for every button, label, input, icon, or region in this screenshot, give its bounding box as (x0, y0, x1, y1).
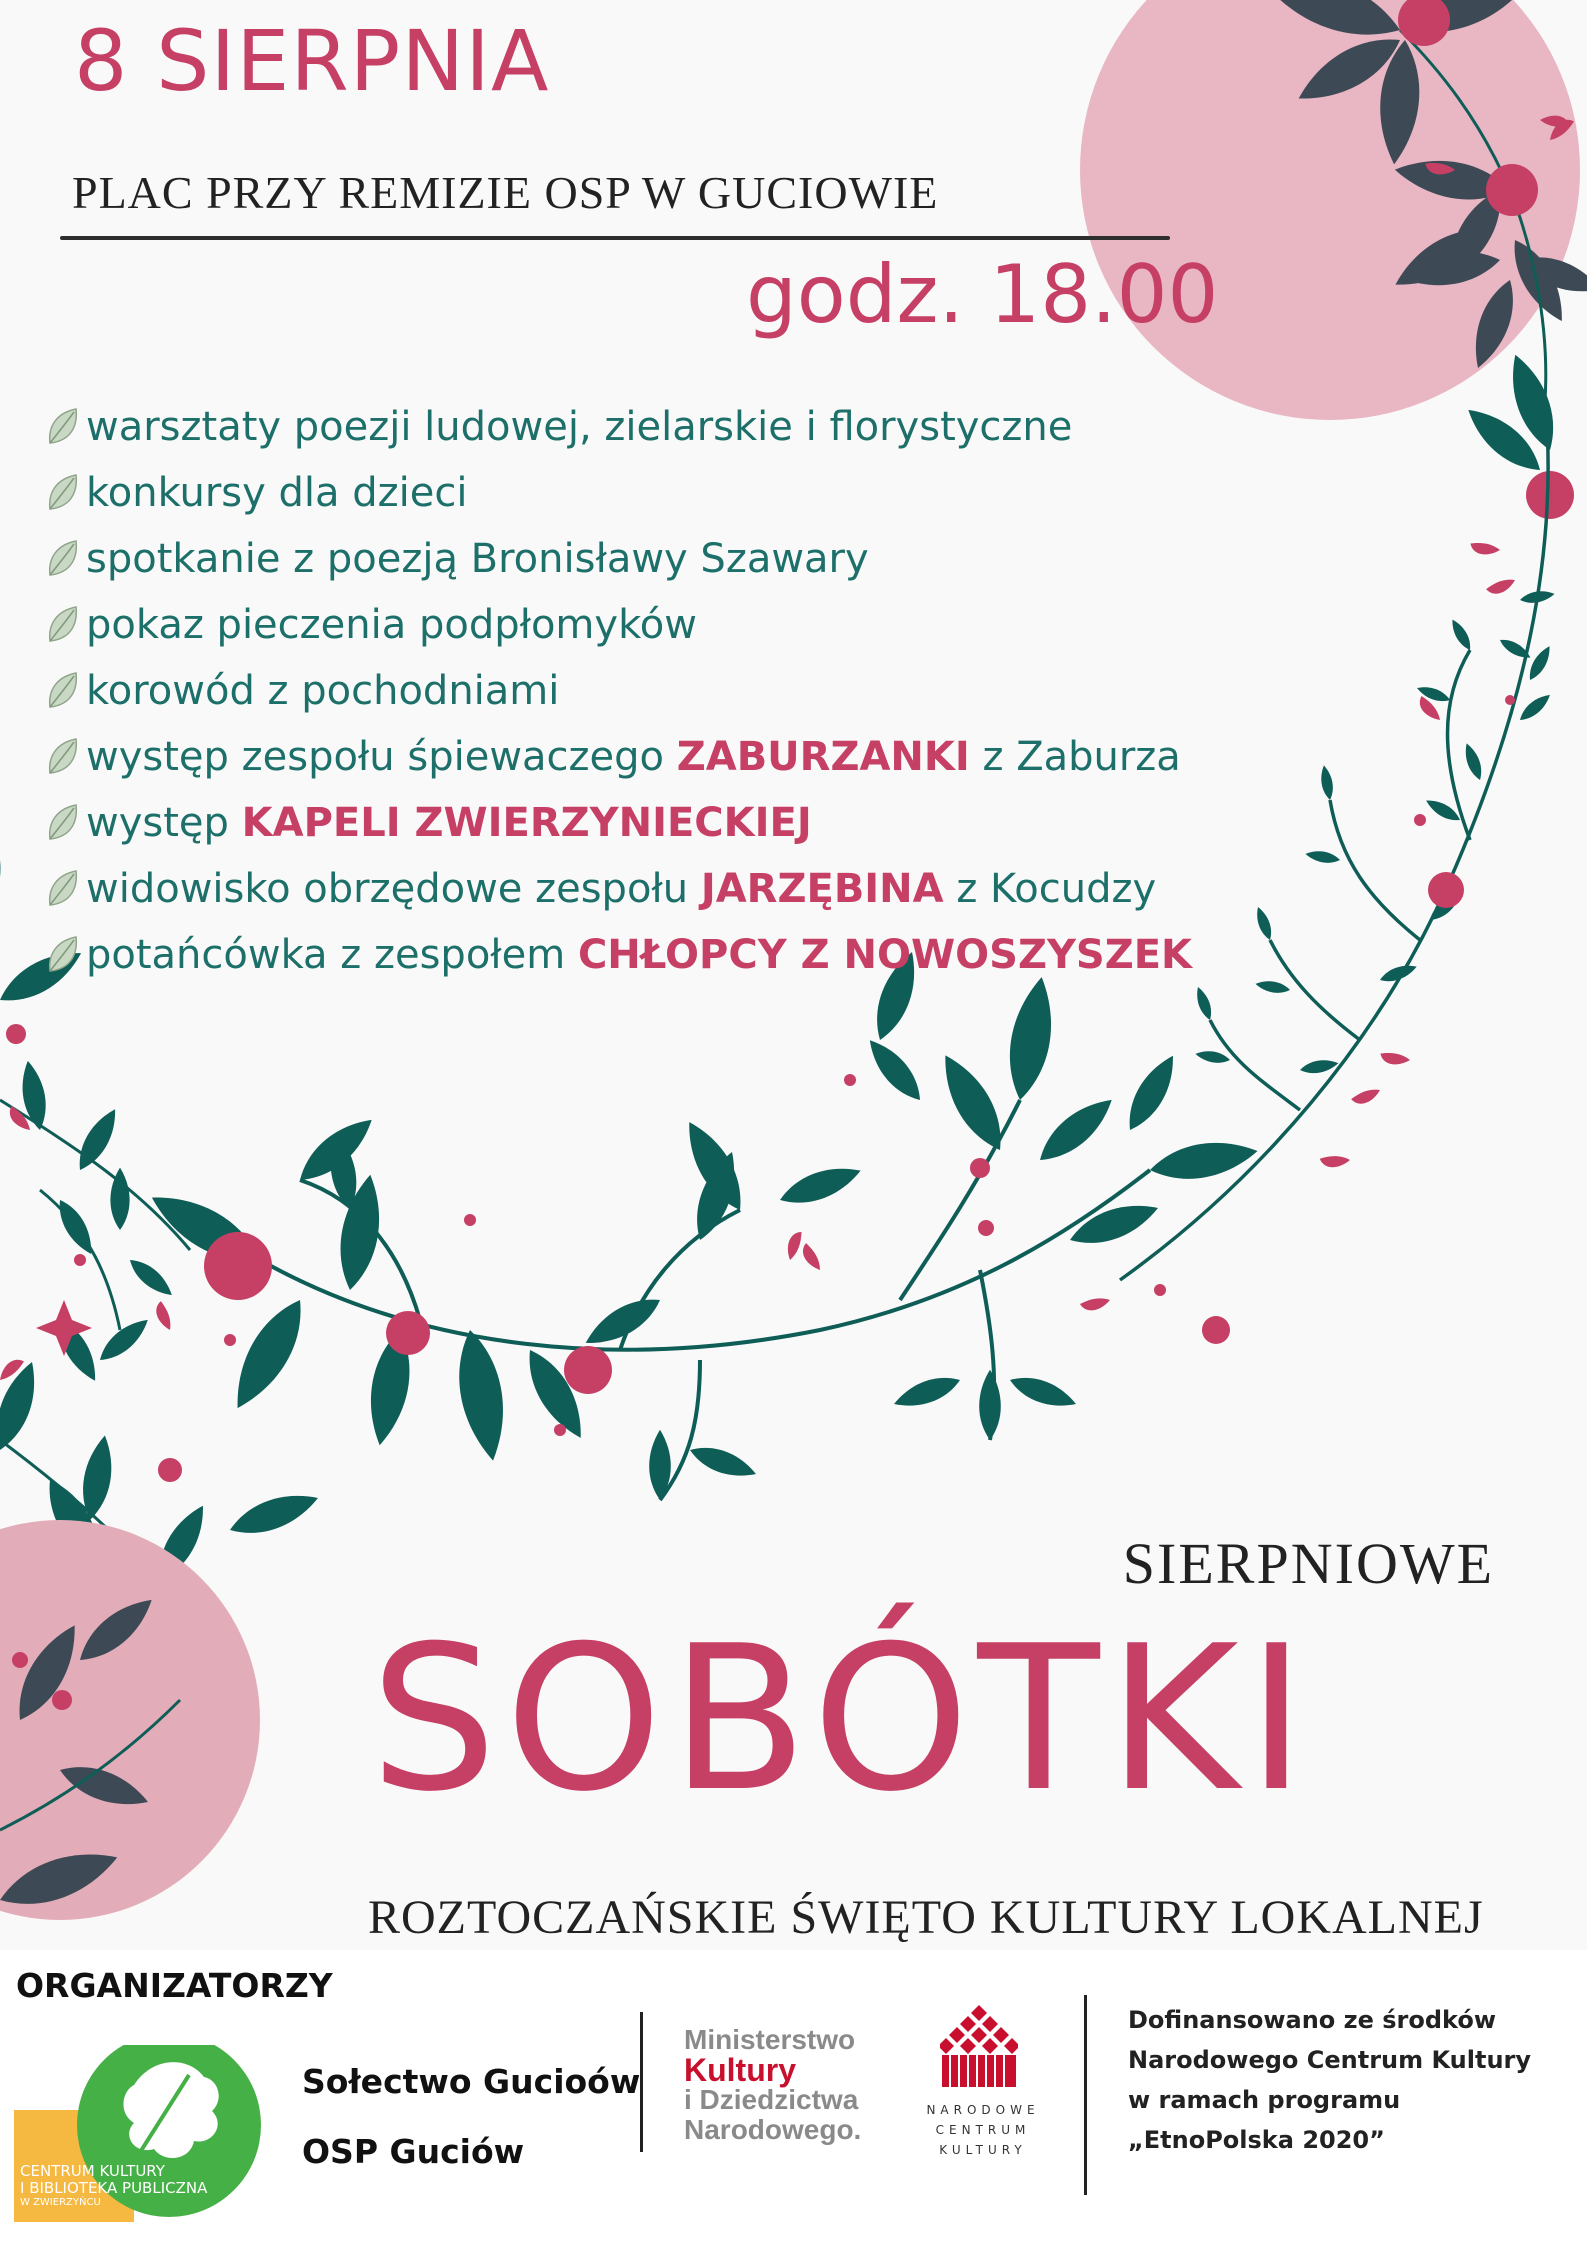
activity-text: występ zespołu śpiewaczego (86, 734, 677, 780)
funding-line-2: Narodowego Centrum Kultury (1128, 2046, 1532, 2074)
ministry-line-2: Kultury (684, 2052, 796, 2088)
activity-highlight: KAPELI ZWIERZYNIECKIEJ (241, 800, 812, 846)
main-title: SOBÓTKI (370, 1603, 1314, 1836)
centrum-kultury-logo (14, 2045, 264, 2225)
activity-text-after: z Kocudzy (943, 866, 1157, 912)
organizer-solectwo: Sołectwo Gucioów (302, 2062, 641, 2101)
funding-note (1128, 2000, 1531, 2160)
funding-line-1: Dofinansowano ze środków (1128, 2006, 1497, 2034)
activity-item (46, 922, 1192, 988)
title-subtitle-bottom: ROZTOCZAŃSKIE ŚWIĘTO KULTURY LOKALNEJ (368, 1891, 1484, 1944)
ck-logo-text (20, 2163, 255, 2209)
leaf-bullet-icon (46, 803, 80, 843)
pink-circle-bottom (0, 1520, 260, 1920)
activity-item (46, 394, 1192, 460)
activity-text: widowisko obrzędowe zespołu (86, 866, 701, 912)
leaf-bullet-icon (46, 539, 80, 579)
activities-list (46, 394, 1192, 988)
ministry-line-4: Narodowego. (684, 2114, 862, 2145)
ministry-logo (684, 2025, 861, 2145)
funding-line-4: „EtnoPolska 2020” (1128, 2126, 1385, 2154)
leaf-bullet-icon (46, 605, 80, 645)
activity-item (46, 592, 1192, 658)
activity-item (46, 526, 1192, 592)
nck-line-3: KULTURY (939, 2143, 1027, 2157)
organizer-osp: OSP Guciów (302, 2132, 525, 2171)
activity-highlight: CHŁOPCY Z NOWOSZYSZEK (577, 932, 1193, 978)
header-rule (60, 236, 1170, 240)
funding-line-3: w ramach programu (1128, 2086, 1401, 2114)
event-venue: PLAC PRZY REMIZIE OSP W GUCIOWIE (72, 167, 939, 218)
organizers-heading: ORGANIZATORZY (16, 1966, 333, 2005)
leaf-bullet-icon (46, 671, 80, 711)
activity-text: występ (86, 800, 242, 846)
activity-text: spotkanie z poezją Bronisławy Szawary (86, 536, 869, 582)
activity-item (46, 790, 1192, 856)
leaf-bullet-icon (46, 869, 80, 909)
activity-text: potańcówka z zespołem (86, 932, 578, 978)
activity-highlight: JARZĘBINA (700, 866, 944, 912)
ministry-line-1: Ministerstwo (684, 2024, 856, 2055)
activity-text-after: z Zaburza (969, 734, 1181, 780)
activity-item (46, 856, 1192, 922)
nck-logo-text (918, 2100, 1048, 2160)
activity-text: korowód z pochodniami (86, 668, 560, 714)
footer-divider-1 (640, 2012, 643, 2152)
activity-text: warsztaty poezji ludowej, zielarskie i florystyczne (86, 404, 1073, 450)
nck-line-2: CENTRUM (935, 2123, 1031, 2137)
activity-item (46, 460, 1192, 526)
activity-text: pokaz pieczenia podpłomyków (86, 602, 697, 648)
ck-line-1: CENTRUM KULTURY (20, 2162, 165, 2180)
ck-line-3: W ZWIERZYŃCU (20, 2197, 101, 2208)
title-subtitle-top: SIERPNIOWE (1122, 1531, 1494, 1596)
leaf-bullet-icon (46, 407, 80, 447)
nck-line-1: NARODOWE (926, 2103, 1040, 2117)
leaf-bullet-icon (46, 737, 80, 777)
leaf-bullet-icon (46, 473, 80, 513)
footer-divider-2 (1084, 1995, 1087, 2195)
ck-line-2: I BIBLIOTEKA PUBLICZNA (20, 2179, 208, 2197)
organizers-footer (0, 1950, 1587, 2245)
event-time: godz. 18.00 (746, 248, 1219, 341)
activity-item (46, 724, 1192, 790)
leaf-bullet-icon (46, 935, 80, 975)
activity-text: konkursy dla dzieci (86, 470, 468, 516)
ministry-line-3: i Dziedzictwa (684, 2084, 859, 2115)
activity-item (46, 658, 1192, 724)
nck-emblem-icon (940, 2005, 1018, 2087)
event-date: 8 SIERPNIA (74, 12, 550, 110)
activity-highlight: ZABURZANKI (676, 734, 970, 780)
